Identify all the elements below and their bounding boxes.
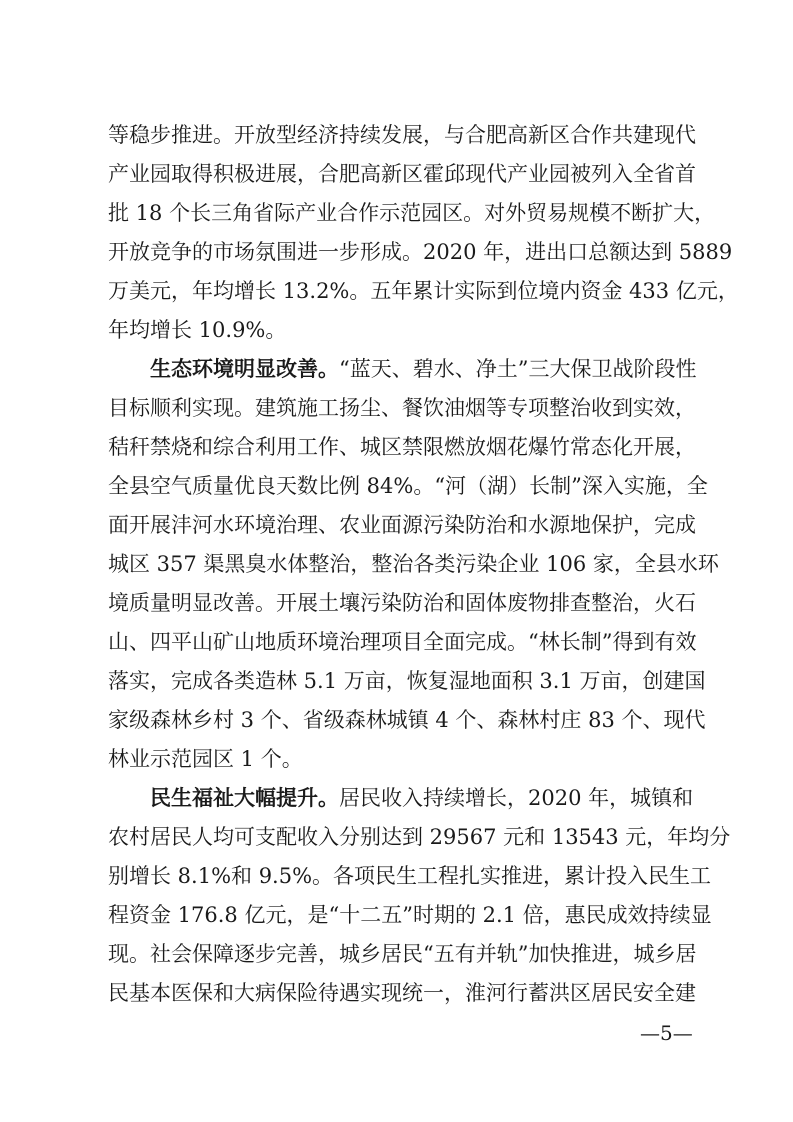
paragraph-2-line-11: 林业示范园区 1 个。: [108, 747, 303, 771]
page-number: —5—: [640, 1021, 693, 1045]
paragraph-3-line-4: 程资金 176.8 亿元，是“十二五”时期的 2.1 倍，惠民成效持续显: [108, 903, 712, 927]
paragraph-2-line-4: 全县空气质量优良天数比例 84%。“河（湖）长制”深入实施，全: [108, 474, 708, 498]
section-heading-livelihood: 民生福祉大幅提升。: [150, 786, 339, 810]
paragraph-3-line-2: 农村居民人均可支配收入分别达到 29567 元和 13543 元，年均分: [108, 825, 731, 849]
paragraph-2-line-7: 境质量明显改善。开展土壤污染防治和固体废物排查整治，火石: [108, 591, 696, 615]
paragraph-2-line-5: 面开展沣河水环境治理、农业面源污染防治和水源地保护，完成: [108, 513, 696, 537]
paragraph-1-line-6: 年均增长 10.9%。: [108, 318, 287, 342]
paragraph-1-line-1: 等稳步推进。开放型经济持续发展，与合肥高新区合作共建现代: [108, 123, 696, 147]
paragraph-3-line-3: 别增长 8.1%和 9.5%。各项民生工程扎实推进，累计投入民生工: [108, 864, 712, 888]
paragraph-2-line-1-text: “蓝天、碧水、净土”三大保卫战阶段性: [339, 357, 697, 381]
paragraph-2-line-10: 家级森林乡村 3 个、省级森林城镇 4 个、森林村庄 83 个、现代: [108, 708, 706, 732]
paragraph-3-line-1-text: 居民收入持续增长，2020 年，城镇和: [339, 786, 694, 810]
paragraph-3-line-5: 现。社会保障逐步完善，城乡居民“五有并轨”加快推进，城乡居: [108, 942, 697, 966]
paragraph-2-line-8: 山、四平山矿山地质环境治理项目全面完成。“林长制”得到有效: [108, 630, 697, 654]
paragraph-1-line-3: 批 18 个长三角省际产业合作示范园区。对外贸易规模不断扩大，: [108, 201, 716, 225]
paragraph-2-line-2: 目标顺利实现。建筑施工扬尘、餐饮油烟等专项整治收到实效，: [108, 396, 696, 420]
paragraph-2-line-3: 秸秆禁烧和综合利用工作、城区禁限燃放烟花爆竹常态化开展，: [108, 435, 696, 459]
paragraph-1-line-4: 开放竞争的市场氛围进一步形成。2020 年，进出口总额达到 5889: [108, 240, 733, 264]
paragraph-1-line-2: 产业园取得积极进展，合肥高新区霍邱现代产业园被列入全省首: [108, 162, 696, 186]
paragraph-1-line-5: 万美元，年均增长 13.2%。五年累计实际到位境内资金 433 亿元，: [108, 279, 739, 303]
section-heading-ecology: 生态环境明显改善。: [150, 357, 339, 381]
paragraph-2-line-9: 落实，完成各类造林 5.1 万亩，恢复湿地面积 3.1 万亩，创建国: [108, 669, 706, 693]
paragraph-2-line-6: 城区 357 渠黑臭水体整治，整治各类污染企业 106 家，全县水环: [108, 552, 719, 576]
paragraph-3-line-1: [150, 779, 694, 817]
paragraph-3-line-6: 民基本医保和大病保险待遇实现统一，淮河行蓄洪区居民安全建: [108, 981, 696, 1005]
paragraph-2-line-1: [150, 350, 697, 388]
